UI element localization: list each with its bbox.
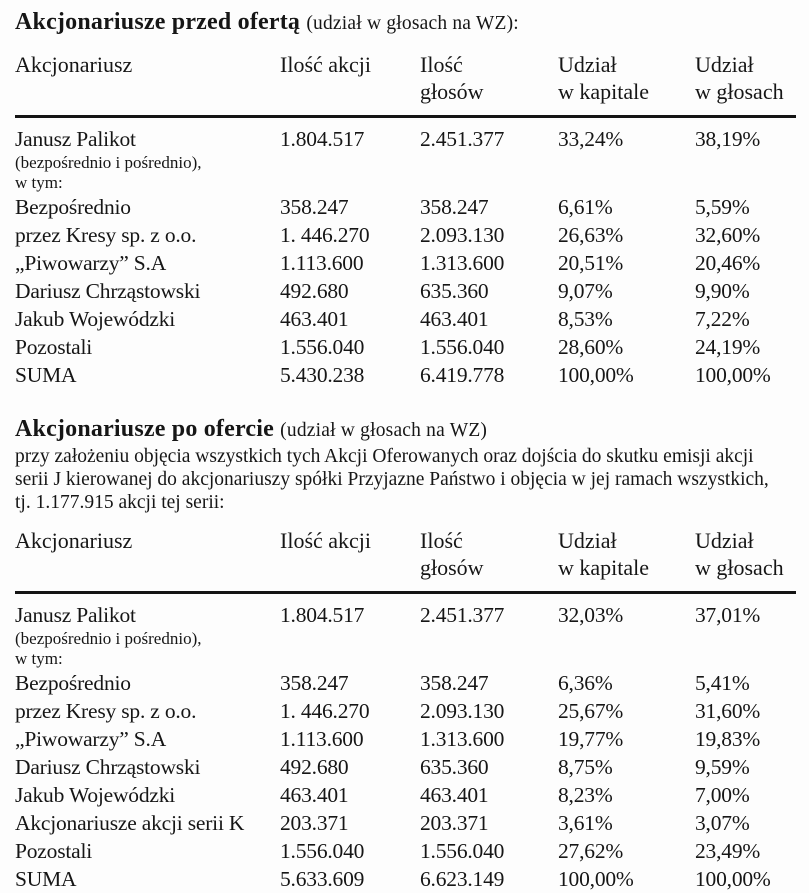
cell-votes-share: 100,00%: [695, 363, 771, 387]
cell-shareholder: Bezpośrednio: [15, 671, 131, 695]
table1-header-votes: [420, 42, 558, 117]
table-row: [15, 781, 796, 809]
cell-shares: 5.633.609: [280, 867, 365, 891]
cell-capital-share: 100,00%: [558, 867, 634, 891]
cell-shares: 1. 446.270: [280, 223, 370, 247]
cell-shares: 463.401: [280, 783, 349, 807]
cell-votes: 358.247: [420, 195, 489, 219]
cell-shares: 492.680: [280, 755, 349, 779]
cell-votes-share: 32,60%: [695, 223, 761, 247]
table1-header-votes-share: [695, 42, 796, 117]
table-row: [15, 221, 796, 249]
table2-header-votes-share: [695, 518, 796, 593]
table1-header-shareholder: [15, 42, 280, 117]
cell-votes: 1.313.600: [420, 251, 505, 275]
cell-votes: 1.556.040: [420, 335, 505, 359]
cell-shareholder: Jakub Wojewódzki: [15, 307, 176, 331]
cell-shareholder: SUMA: [15, 867, 77, 891]
cell-shareholder: przez Kresy sp. z o.o.: [15, 223, 197, 247]
cell-shares: 1.113.600: [280, 727, 364, 751]
cell-shareholder: Pozostali: [15, 335, 93, 359]
section2-lead-note: [15, 445, 796, 514]
cell-shareholder: Dariusz Chrząstowski: [15, 755, 201, 779]
cell-shares: 463.401: [280, 307, 349, 331]
cell-capital-share: 25,67%: [558, 699, 624, 723]
table-row: [15, 697, 796, 725]
section2-title-text: Akcjonariusze po ofercie: [15, 416, 274, 442]
table-row: [15, 193, 796, 221]
header-label: w głosach: [695, 555, 784, 580]
cell-votes: 635.360: [420, 279, 489, 303]
table-row: [15, 305, 796, 333]
table1-header-shares: [280, 42, 420, 117]
table-row: [15, 725, 796, 753]
cell-capital-share: 8,23%: [558, 783, 613, 807]
cell-shareholder: SUMA: [15, 363, 77, 387]
cell-shares: 1.113.600: [280, 251, 364, 275]
cell-votes-share: 24,19%: [695, 335, 761, 359]
table-row-total: [15, 865, 796, 893]
lead-note-line: tj. 1.177.915 akcji tej serii:: [15, 492, 225, 513]
table-row: [15, 277, 796, 305]
header-label: głosów: [420, 555, 484, 580]
cell-capital-share: 9,07%: [558, 279, 613, 303]
cell-votes-share: 100,00%: [695, 867, 771, 891]
cell-capital-share: 8,53%: [558, 307, 613, 331]
shareholder-subnote: w tym:: [15, 649, 63, 668]
table2-header-shareholder: [15, 518, 280, 593]
cell-capital-share: 20,51%: [558, 251, 624, 275]
header-label: w kapitale: [558, 79, 650, 104]
table2-header-shares: [280, 518, 420, 593]
shareholders-table-after-offer: [15, 518, 796, 893]
header-label: Ilość akcji: [280, 528, 372, 553]
cell-votes: 463.401: [420, 307, 489, 331]
header-label: Ilość akcji: [280, 52, 372, 77]
header-label: Udział: [558, 528, 617, 553]
cell-shareholder: Akcjonariusze akcji serii K: [15, 811, 245, 835]
table-row-total: [15, 361, 796, 389]
header-label: Udział: [558, 52, 617, 77]
cell-shareholder: Pozostali: [15, 839, 93, 863]
header-label: Udział: [695, 528, 754, 553]
cell-shares: 203.371: [280, 811, 349, 835]
table1-header-row: [15, 42, 796, 117]
table-row: [15, 753, 796, 781]
cell-votes: 2.451.377: [420, 127, 505, 151]
cell-votes-share: 20,46%: [695, 251, 761, 275]
shareholders-table-before-offer: [15, 42, 796, 389]
header-label: w głosach: [695, 79, 784, 104]
table-row: [15, 837, 796, 865]
cell-shares: 358.247: [280, 671, 349, 695]
cell-capital-share: 3,61%: [558, 811, 613, 835]
table-row: [15, 249, 796, 277]
cell-shares: 1.804.517: [280, 603, 365, 627]
cell-shares: 1.556.040: [280, 839, 365, 863]
cell-shareholder: Dariusz Chrząstowski: [15, 279, 201, 303]
cell-shares: 1.804.517: [280, 127, 365, 151]
cell-votes-share: 5,41%: [695, 671, 750, 695]
cell-capital-share: 8,75%: [558, 755, 613, 779]
cell-votes: 2.093.130: [420, 223, 505, 247]
header-label: Ilość: [420, 52, 463, 77]
cell-votes-share: 31,60%: [695, 699, 761, 723]
table-row: [15, 669, 796, 697]
cell-shareholder: „Piwowarzy” S.A: [15, 727, 167, 751]
cell-votes-share: 7,00%: [695, 783, 750, 807]
shareholder-name: Janusz Palikot: [15, 127, 136, 151]
header-label: Akcjonariusz: [15, 52, 133, 77]
cell-votes: 1.313.600: [420, 727, 505, 751]
header-label: Ilość: [420, 528, 463, 553]
cell-shareholder: przez Kresy sp. z o.o.: [15, 699, 197, 723]
cell-capital-share: 33,24%: [558, 127, 624, 151]
section1-title-note: [306, 13, 519, 34]
cell-capital-share: 6,36%: [558, 671, 613, 695]
shareholder-subnote: w tym:: [15, 173, 63, 192]
shareholder-subnote: (bezpośrednio i pośrednio),: [15, 629, 202, 648]
cell-votes: 6.623.149: [420, 867, 505, 891]
table2-header-votes: [420, 518, 558, 593]
cell-votes: 203.371: [420, 811, 489, 835]
table-row: [15, 809, 796, 837]
cell-votes: 2.093.130: [420, 699, 505, 723]
header-label: w kapitale: [558, 555, 650, 580]
cell-votes-share: 3,07%: [695, 811, 750, 835]
lead-note-line: przy założeniu objęcia wszystkich tych Akcji Oferowanych oraz dojścia do skutku emisji akcji: [15, 446, 754, 467]
cell-votes-share: 23,49%: [695, 839, 761, 863]
cell-shareholder: [15, 117, 280, 194]
cell-votes: 463.401: [420, 783, 489, 807]
lead-note-line: serii J kierowanej do akcjonariuszy spółki Przyjazne Państwo i objęcia w jej ramach wszystkich,: [15, 469, 769, 490]
table-row: [15, 117, 796, 194]
spacer: [15, 389, 796, 416]
cell-capital-share: 27,62%: [558, 839, 624, 863]
section2-title: [15, 416, 796, 444]
cell-shares: 5.430.238: [280, 363, 365, 387]
section1-title-note-text: (udział w głosach na WZ):: [306, 13, 519, 34]
section2-title-note: [280, 420, 487, 441]
table2-header-capital-share: [558, 518, 695, 593]
cell-votes-share: 7,22%: [695, 307, 750, 331]
section1-title: [15, 9, 796, 37]
cell-shares: 1.556.040: [280, 335, 365, 359]
shareholder-name: Janusz Palikot: [15, 603, 136, 627]
cell-shares: 1. 446.270: [280, 699, 370, 723]
header-label: Udział: [695, 52, 754, 77]
section1-title-text: Akcjonariusze przed ofertą: [15, 9, 301, 35]
cell-votes: 2.451.377: [420, 603, 505, 627]
cell-votes: 358.247: [420, 671, 489, 695]
cell-votes-share: 9,59%: [695, 755, 750, 779]
header-label: głosów: [420, 79, 484, 104]
cell-votes-share: 9,90%: [695, 279, 750, 303]
cell-shares: 492.680: [280, 279, 349, 303]
cell-capital-share: 28,60%: [558, 335, 624, 359]
table-row: [15, 333, 796, 361]
header-label: Akcjonariusz: [15, 528, 133, 553]
table2-header-row: [15, 518, 796, 593]
cell-votes: 635.360: [420, 755, 489, 779]
cell-shares: 358.247: [280, 195, 349, 219]
table1-header-capital-share: [558, 42, 695, 117]
cell-votes: 6.419.778: [420, 363, 505, 387]
cell-shareholder: [15, 593, 280, 670]
cell-shareholder: „Piwowarzy” S.A: [15, 251, 167, 275]
cell-capital-share: 100,00%: [558, 363, 634, 387]
cell-shareholder: Bezpośrednio: [15, 195, 131, 219]
section2-title-note-text: (udział w głosach na WZ): [280, 420, 488, 441]
cell-votes-share: 37,01%: [695, 603, 761, 627]
cell-votes: 1.556.040: [420, 839, 505, 863]
cell-votes-share: 5,59%: [695, 195, 750, 219]
cell-shareholder: Jakub Wojewódzki: [15, 783, 176, 807]
table-row: [15, 593, 796, 670]
cell-capital-share: 32,03%: [558, 603, 624, 627]
cell-capital-share: 6,61%: [558, 195, 613, 219]
shareholder-subnote: (bezpośrednio i pośrednio),: [15, 153, 202, 172]
cell-capital-share: 26,63%: [558, 223, 624, 247]
cell-votes-share: 38,19%: [695, 127, 761, 151]
cell-capital-share: 19,77%: [558, 727, 624, 751]
cell-votes-share: 19,83%: [695, 727, 761, 751]
